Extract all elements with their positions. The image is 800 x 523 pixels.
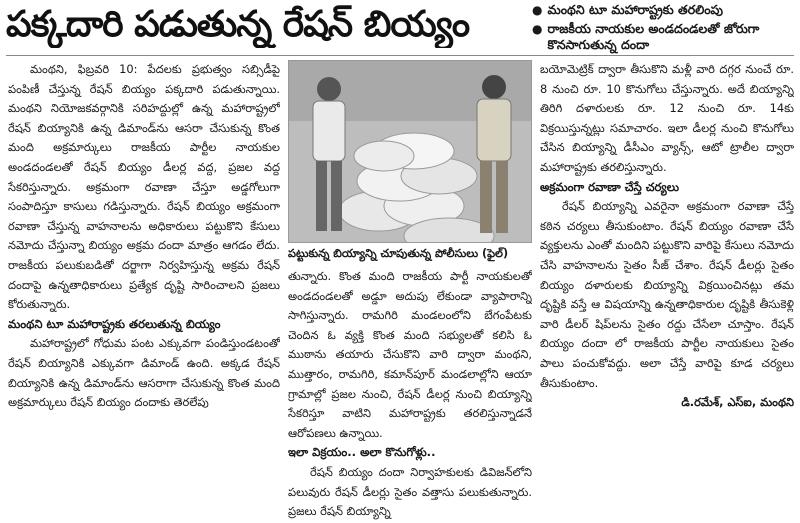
paragraph: బయోమెట్రిక్ ద్వారా తీసుకొని మళ్లీ వారి దగ్గర నుంచే రూ. 8 నుంచి రూ. 10 కొనుగోలు చేస్తున్నారు. అదే బియ్యాన్ని తిరిగి దళారులకు రూ. 12 నుంచి రూ. 14కు విక్రయిస్తున్నట్లు సమాచారం. ఇలా డీలర్ల నుంచి కొనుగోలు చేసిన బియ్యాన్ని డీసీఎం వ్యాన్స్, ఆటో ట్రాలీల ద్వారా మహారాష్ట్రకు తరలిస్తున్నారు. — [540, 62, 794, 174]
headline: పక్కదారి పడుతున్న రేషన్ బియ్యం — [6, 4, 470, 45]
bullet-icon: ● — [532, 22, 543, 36]
highlight-item — [532, 2, 796, 18]
paragraph: మహారాష్ట్రలో గోధుమ పంట ఎక్కువగా పండిస్తుండటంతో రేషన్ బియ్యానికి ఎక్కువగా డిమాండ్ ఉంది. అక్కడ రేషన్ బియ్యానికి ఉన్న డిమాండ్‌ను ఆసరాగా చేసుకున్న కొంత మంది అక్రమార్కులు రేషన్ బియ్యం దందాకు తెరలేపు — [8, 336, 280, 410]
header-divider — [6, 55, 794, 56]
photo-illustration — [289, 61, 532, 243]
subheading: ఇలా విక్రయం.. అలా కొనుగోళ్లు.. — [288, 445, 436, 460]
photo-caption: పట్టుకున్న బియ్యాన్ని చూపుతున్న పోలీసులు (ఫైల్) — [288, 247, 509, 260]
news-photo — [288, 60, 532, 243]
byline: డి.రమేశ్, ఎస్ఐ, మంథని — [681, 395, 794, 410]
paragraph: మంథని, ఫిబ్రవరి 10: పేదలకు ప్రభుత్వం సబ్సిడీపై పంపిణీ చేస్తున్న రేషన్ బియ్యం పక్కదారి పడుతున్నాయి. మంథని నియోజకవర్గానికి సరిహద్దుల్లో ఉన్న మహారాష్ట్రలో రేషన్ బియ్యానికి ఉన్న డిమాండ్‌ను ఆసరా చేసుకున్న కొంత మంది అక్రమార్కులు రాజకీయ పార్టీల నాయకుల అండదండలతో రేషన్ బియ్యం డీలర్ల వద్ద, ప్రజల వద్ద సేకరిస్తున్నారు. అక్రమంగా రవాణా చేస్తూ అడ్డగోలుగా సంపాదిస్తూ కాసులు గడిస్తున్నారు. రేషన్ బియ్యం అక్రమంగా రవాణా చేస్తున్న వాహనాలను అధికారులు పట్టుకొని కేసులు నమోదు చేస్తున్నా బియ్యం అక్రమ దందా మాత్రం ఆగడం లేదు. రాజకీయ పలుకుబడితో దర్జాగా నిర్వహిస్తున్న అక్రమ రేషన్ దందాపై ఉన్నతాధికారులు ప్రత్యేక దృష్టి సారించాలని ప్రజలు కోరుతున్నారు. — [8, 62, 280, 312]
paragraph: తున్నారు. కొంత మంది రాజకీయ పార్టీ నాయకులతో అండదండలతో అడ్డూ అదుపు లేకుండా వ్యాపారాన్ని సాగిస్తున్నారు. రామగిరి మండలంలోని బేగంపేటకు చెందిన ఓ వ్యక్తి కొంత మంది సభ్యులతో కలిసి ఓ ముఠాను తయారు చేసుకొని వారి ద్వారా మంథని, ముత్తారం, రామగిరి, కమాన్‌పూర్ మండలాల్లోని ఆయా గ్రామాల్లో ప్రజల నుంచి, రేషన్ డీలర్ల నుంచి బియ్యాన్ని సేకరిస్తూ వాటిని మహారాష్ట్రకు తరలిస్తున్నాడనే ఆరోపణలు ఉన్నాయి. — [288, 269, 532, 440]
subheading: మంథని టూ మహారాష్ట్రకు తరలుతున్న బియ్యం — [8, 316, 221, 331]
bullet-icon: ● — [532, 3, 543, 17]
subheading: అక్రమంగా రవాణా చేస్తే చర్యలు — [540, 179, 679, 194]
article-column-1 — [8, 60, 280, 520]
highlights-box — [532, 2, 796, 56]
paragraph: రేషన్ బియ్యం దందా నిర్వాహకులకు డివిజన్‌లోని పలువురు రేషన్ డీలర్లు సైతం వత్తాసు పలుకుతున్నారు. ప్రజలు రేషన్ బియ్యాన్ని — [288, 464, 532, 519]
highlight-text: మంథని టూ మహారాష్ట్రకు తరలింపు — [547, 2, 724, 17]
highlight-item — [532, 21, 796, 53]
article-column-2 — [288, 267, 532, 520]
highlight-text: రాజకీయ నాయకుల అండదండలతో జోరుగా కొనసాగుతున్న దందా — [547, 21, 760, 52]
article-column-3 — [540, 60, 794, 520]
paragraph: రేషన్ బియ్యాన్ని ఎవరైనా అక్రమంగా రవాణా చేస్తే కఠిన చర్యలు తీసుకుంటాం. రేషన్ బియ్యం రవాణా చేసే వ్యక్తులను ఎంతో మందిని పట్టుకొని వారిపై కేసులు నమోదు చేసి వాహనాలను సైతం సీజ్ చేశాం. రేషన్ డీలర్లు సైతం బియ్యం దళారులకు బియ్యాన్ని విక్రయించినట్లు తమ దృష్టికి వస్తే ఆ విషయాన్ని ఉన్నతాధికారుల దృష్టికి తీసుకెళ్లి వారి డీలర్ షిప్‌లను సైతం రద్దు చేసేలా చూస్తాం. రేషన్ బియ్యం దందా లో రాజకీయ పార్టీల నాయకులు సైతం పాలు పంచుకోవద్దు. అలా చేస్తే వారిపై కూడ చర్యలు తీసుకుంటాం. — [540, 199, 794, 390]
